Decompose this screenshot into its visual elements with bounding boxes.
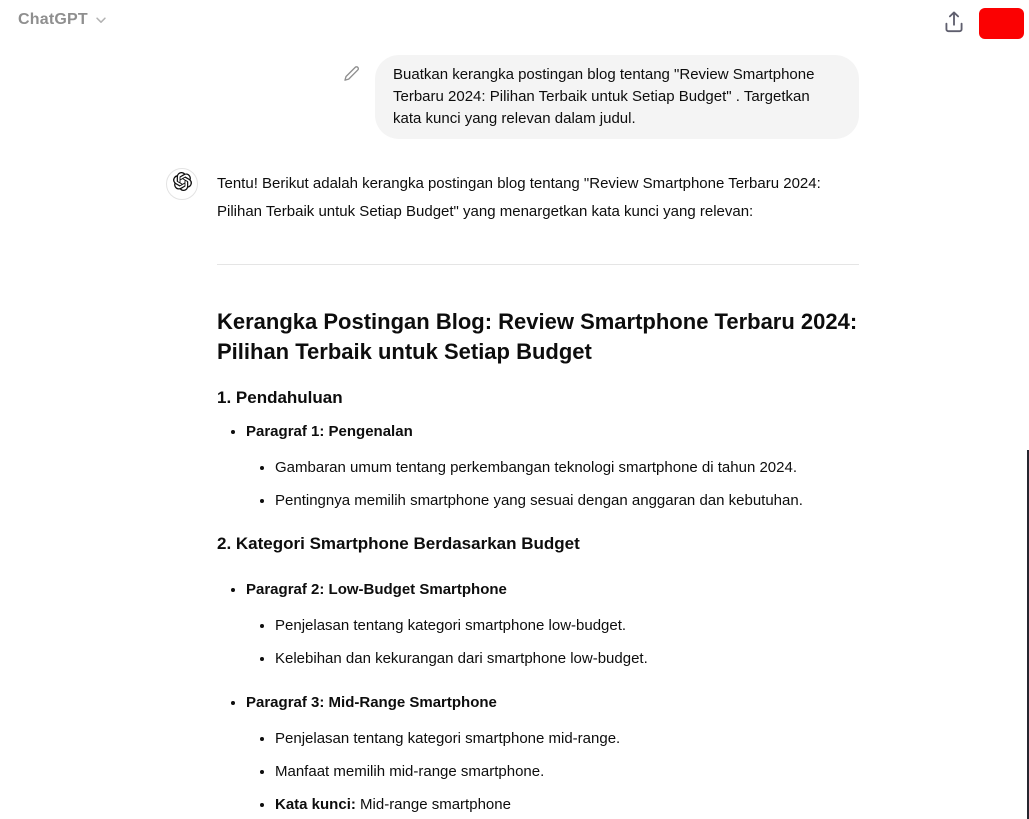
list-item-label: Paragraf 2: Low-Budget Smartphone (246, 581, 507, 598)
section-heading-1: 1. Pendahuluan (217, 388, 343, 407)
keyword-text: Mid-range smartphone (355, 796, 511, 813)
list-item: • Pentingnya memilih smartphone yang sesuai dengan anggaran dan kebutuhan. (275, 491, 859, 511)
user-message-bubble (375, 55, 859, 139)
chevron-down-icon (94, 13, 108, 27)
share-button[interactable] (939, 7, 969, 40)
assistant-intro: Tentu! Berikut adalah kerangka postingan blog tentang "Review Smartphone Terbaru 2024: Pilihan Terbaik untuk Setiap Budget" yang menargetkan kata kunci yang relevan: (217, 175, 821, 220)
assistant-message-row (166, 168, 859, 815)
assistant-avatar (166, 168, 198, 200)
user-message-row (166, 55, 859, 139)
list-item (246, 580, 859, 669)
sub-list (246, 729, 859, 815)
openai-logo-icon (173, 172, 192, 196)
pencil-icon (343, 65, 360, 85)
sub-list (246, 616, 859, 669)
outline-title: Kerangka Postingan Blog: Review Smartphone Terbaru 2024: Pilihan Terbaik untuk Setiap Budget (217, 309, 858, 364)
list-item: • Penjelasan tentang kategori smartphone mid-range. (275, 729, 859, 749)
assistant-message-content (217, 168, 859, 815)
keyword-lead: Kata kunci: (275, 796, 356, 813)
list-item-label: Paragraf 3: Mid-Range Smartphone (246, 694, 497, 711)
top-right-controls (939, 7, 1024, 40)
section-2-list (217, 580, 859, 815)
sub-list (246, 458, 859, 511)
conversation (166, 0, 859, 815)
list-item: • Kelebihan dan kekurangan dari smartphone low-budget. (275, 649, 859, 669)
list-item (246, 693, 859, 815)
share-icon (941, 9, 967, 38)
user-message-text: Buatkan kerangka postingan blog tentang "Review Smartphone Terbaru 2024: Pilihan Terbaik untuk Setiap Budget" . Targetkan kata kunci yang relevan dalam judul. (393, 66, 815, 127)
list-item: • Penjelasan tentang kategori smartphone low-budget. (275, 616, 859, 636)
section-1-list (217, 422, 859, 511)
model-switcher-label: ChatGPT (18, 11, 88, 28)
profile-avatar[interactable] (979, 8, 1024, 39)
section-heading-2: 2. Kategori Smartphone Berdasarkan Budget (217, 534, 580, 553)
list-item: • Gambaran umum tentang perkembangan teknologi smartphone di tahun 2024. (275, 458, 859, 478)
list-item: • Manfaat memilih mid-range smartphone. (275, 762, 859, 782)
list-item-label: Paragraf 1: Pengenalan (246, 423, 413, 440)
list-item (246, 422, 859, 511)
model-switcher-button[interactable] (18, 11, 108, 29)
list-item (275, 795, 859, 815)
divider (217, 264, 859, 265)
edit-message-button[interactable] (343, 65, 360, 85)
